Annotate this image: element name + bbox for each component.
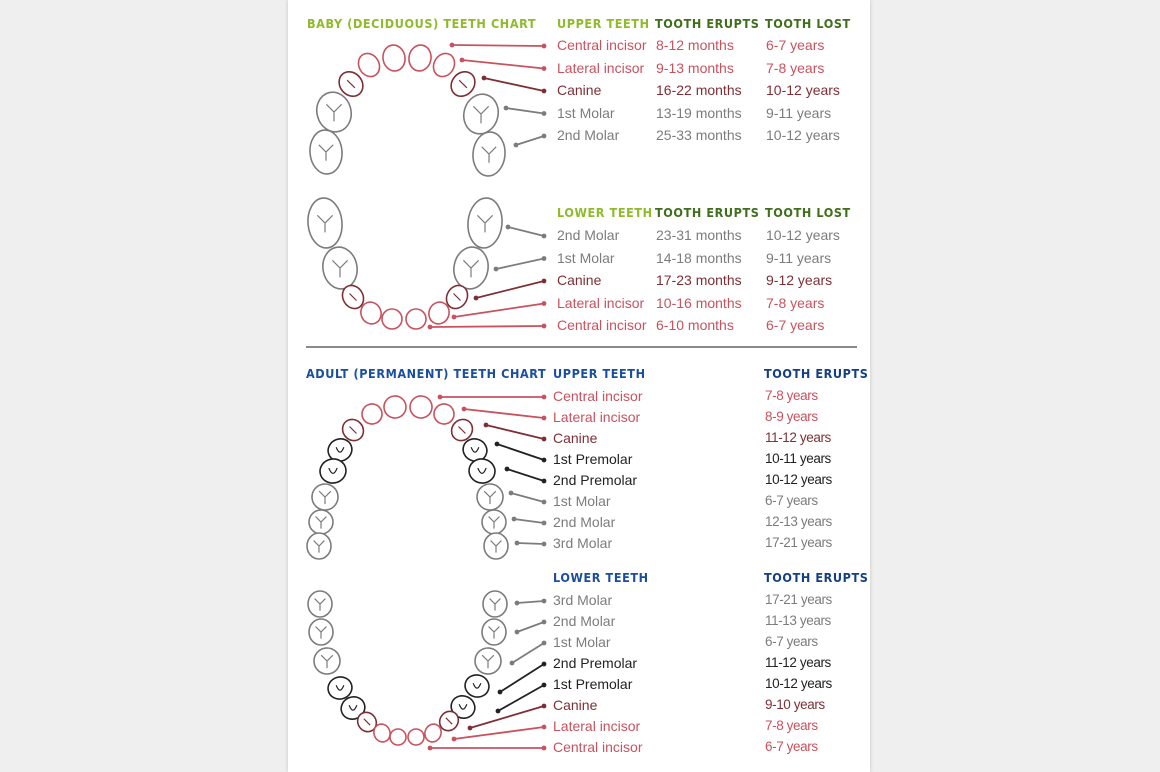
adult-upper-erupts-4: 10-12 years bbox=[765, 472, 832, 487]
baby-lower-header: LOWER TEETH bbox=[557, 205, 653, 220]
baby-lower-lost-3: 7-8 years bbox=[766, 294, 825, 311]
adult-upper-header: UPPER TEETH bbox=[553, 366, 646, 381]
adult-upper-connector-6 bbox=[514, 519, 544, 523]
adult-upper-connector-3 bbox=[497, 444, 544, 460]
baby-upper-connector-0-end bbox=[542, 44, 547, 49]
adult-upper-name-6: 2nd Molar bbox=[553, 514, 616, 530]
baby-lower-connector-1-end bbox=[542, 256, 547, 261]
adult-upper-connector-5-end bbox=[542, 500, 547, 505]
adult-lower-erupts-4: 10-12 years bbox=[765, 676, 832, 691]
adult-upper-name-3: 1st Premolar bbox=[553, 451, 633, 467]
adult-lower-name-2: 1st Molar bbox=[553, 634, 611, 650]
adult-lower-erupts-7: 6-7 years bbox=[765, 739, 818, 754]
adult-lower-connector-0 bbox=[517, 601, 544, 603]
baby-lower-erupts-0: 23-31 months bbox=[656, 227, 742, 243]
baby-lower-connector-4-dot bbox=[428, 325, 433, 330]
adult-upper-connector-7-end bbox=[542, 542, 547, 547]
baby-upper-connector-3-end bbox=[542, 111, 547, 116]
adult-upper-connector-4-end bbox=[542, 479, 547, 484]
adult-lower-connector-2-end bbox=[542, 641, 547, 646]
adult-lower-name-3: 2nd Premolar bbox=[553, 655, 638, 671]
baby-lower-connector-0 bbox=[508, 227, 544, 236]
adult-upper-erupts-0: 7-8 years bbox=[765, 388, 818, 403]
baby-upper-connector-2-dot bbox=[482, 76, 487, 81]
adult-lower-connector-7-dot bbox=[428, 746, 433, 751]
adult-upper-connector-1 bbox=[464, 409, 544, 418]
adult-upper-tooth-0 bbox=[383, 395, 408, 420]
adult-upper-connector-2 bbox=[486, 425, 544, 439]
baby-lower-tooth-8 bbox=[382, 309, 402, 329]
adult-lower-connector-4-end bbox=[542, 683, 547, 688]
baby-lower-lost-2: 9-12 years bbox=[766, 272, 833, 288]
baby-upper-lost-3: 9-11 years bbox=[766, 104, 832, 121]
adult-upper-connector-2-end bbox=[542, 437, 547, 442]
adult-lower-connector-6-dot bbox=[452, 737, 457, 742]
baby-upper-connector-0-dot bbox=[450, 43, 455, 48]
adult-upper-erupts-header: TOOTH ERUPTS bbox=[764, 366, 869, 381]
baby-upper-erupts-header: TOOTH ERUPTS bbox=[655, 16, 760, 31]
baby-lower-tooth-9 bbox=[406, 309, 426, 329]
adult-upper-connector-7-dot bbox=[515, 541, 520, 546]
adult-chart-title: ADULT (PERMANENT) TEETH CHART bbox=[306, 366, 547, 381]
adult-lower-connector-3-end bbox=[542, 662, 547, 667]
adult-upper-name-4: 2nd Premolar bbox=[553, 472, 638, 488]
adult-upper-connector-5 bbox=[511, 493, 544, 502]
baby-upper-lost-header: TOOTH LOST bbox=[765, 16, 851, 31]
baby-upper-erupts-4: 25-33 months bbox=[656, 127, 742, 143]
baby-lower-connector-3 bbox=[454, 304, 544, 318]
baby-upper-connector-3 bbox=[506, 108, 544, 114]
baby-upper-name-2: Canine bbox=[557, 82, 602, 98]
adult-lower-connector-5-end bbox=[542, 704, 547, 709]
baby-lower-connector-4 bbox=[430, 326, 544, 327]
adult-upper-erupts-6: 12-13 years bbox=[765, 514, 832, 529]
adult-upper-connector-4-dot bbox=[505, 467, 510, 472]
baby-lower-connector-1 bbox=[496, 259, 544, 270]
adult-upper-connector-7 bbox=[517, 543, 544, 544]
baby-upper-connector-2 bbox=[484, 78, 544, 91]
baby-upper-tooth-1 bbox=[407, 43, 433, 72]
baby-upper-connector-4-dot bbox=[514, 143, 519, 148]
adult-lower-erupts-header: TOOTH ERUPTS bbox=[764, 570, 869, 585]
adult-upper-connector-3-dot bbox=[495, 442, 500, 447]
adult-lower-connector-2 bbox=[512, 643, 544, 663]
baby-lower-lost-1: 9-11 years bbox=[766, 249, 832, 266]
baby-chart-title: BABY (DECIDUOUS) TEETH CHART bbox=[307, 16, 537, 31]
baby-lower-connector-3-end bbox=[542, 301, 547, 306]
adult-lower-connector-6-end bbox=[542, 725, 547, 730]
baby-lower-erupts-1: 14-18 months bbox=[656, 249, 742, 266]
baby-upper-erupts-3: 13-19 months bbox=[656, 104, 742, 121]
adult-upper-connector-2-dot bbox=[484, 423, 489, 428]
adult-upper-connector-6-end bbox=[542, 521, 547, 526]
adult-lower-connector-4-dot bbox=[496, 709, 501, 714]
baby-lower-name-1: 1st Molar bbox=[557, 249, 615, 266]
adult-upper-name-5: 1st Molar bbox=[553, 493, 611, 509]
adult-lower-header: LOWER TEETH bbox=[553, 570, 649, 585]
baby-lower-erupts-2: 17-23 months bbox=[656, 272, 742, 288]
adult-lower-connector-1-dot bbox=[515, 630, 520, 635]
adult-lower-name-6: Lateral incisor bbox=[553, 718, 641, 734]
baby-upper-tooth-3 bbox=[429, 50, 458, 81]
adult-lower-name-4: 1st Premolar bbox=[553, 676, 633, 692]
adult-lower-erupts-6: 7-8 years bbox=[765, 718, 818, 733]
adult-upper-connector-4 bbox=[507, 469, 544, 481]
baby-upper-connector-3-dot bbox=[504, 106, 509, 111]
adult-upper-connector-3-end bbox=[542, 458, 547, 463]
adult-lower-tooth-15 bbox=[408, 729, 424, 745]
baby-lower-connector-3-dot bbox=[452, 315, 457, 320]
adult-lower-tooth-7 bbox=[463, 672, 492, 699]
adult-lower-erupts-3: 11-12 years bbox=[765, 655, 831, 670]
baby-lower-connector-0-dot bbox=[506, 225, 511, 230]
baby-lower-connector-2-end bbox=[542, 279, 547, 284]
baby-upper-erupts-1: 9-13 months bbox=[656, 59, 734, 76]
adult-upper-erupts-2: 11-12 years bbox=[765, 430, 831, 445]
adult-upper-connector-5-dot bbox=[509, 491, 514, 496]
adult-upper-connector-1-dot bbox=[462, 407, 467, 412]
baby-upper-connector-1-end bbox=[542, 66, 547, 71]
baby-upper-lost-1: 7-8 years bbox=[766, 59, 825, 76]
baby-lower-connector-0-end bbox=[542, 234, 547, 239]
adult-upper-tooth-2 bbox=[359, 401, 386, 428]
adult-upper-tooth-3 bbox=[431, 401, 458, 428]
baby-lower-connector-4-end bbox=[542, 324, 547, 329]
baby-upper-lost-0: 6-7 years bbox=[766, 37, 825, 53]
adult-lower-connector-1-end bbox=[542, 620, 547, 625]
adult-lower-connector-7-end bbox=[542, 746, 547, 751]
adult-upper-erupts-1: 8-9 years bbox=[765, 409, 818, 424]
baby-upper-connector-0 bbox=[452, 45, 544, 46]
adult-lower-tooth-14 bbox=[390, 729, 406, 745]
baby-upper-connector-4 bbox=[516, 136, 544, 145]
adult-upper-connector-0-end bbox=[542, 395, 547, 400]
baby-lower-erupts-3: 10-16 months bbox=[656, 294, 742, 311]
adult-lower-name-1: 2nd Molar bbox=[553, 613, 616, 629]
baby-upper-erupts-2: 16-22 months bbox=[656, 82, 742, 98]
adult-lower-name-0: 3rd Molar bbox=[553, 592, 613, 608]
baby-lower-connector-1-dot bbox=[494, 267, 499, 272]
adult-lower-erupts-2: 6-7 years bbox=[765, 634, 818, 649]
baby-upper-name-3: 1st Molar bbox=[557, 104, 615, 121]
baby-upper-name-4: 2nd Molar bbox=[557, 127, 620, 143]
baby-upper-name-1: Lateral incisor bbox=[557, 59, 645, 76]
adult-lower-erupts-1: 11-13 years bbox=[765, 613, 831, 628]
baby-upper-lost-2: 10-12 years bbox=[766, 82, 840, 98]
adult-lower-connector-1 bbox=[517, 622, 544, 632]
adult-lower-name-5: Canine bbox=[553, 697, 598, 713]
adult-upper-erupts-3: 10-11 years bbox=[765, 451, 831, 466]
adult-lower-connector-5-dot bbox=[468, 726, 473, 731]
baby-lower-connector-2-dot bbox=[474, 296, 479, 301]
baby-lower-erupts-4: 6-10 months bbox=[656, 317, 734, 333]
adult-upper-connector-1-end bbox=[542, 416, 547, 421]
baby-lower-connector-2 bbox=[476, 281, 544, 298]
adult-upper-name-0: Central incisor bbox=[553, 388, 643, 404]
baby-upper-header: UPPER TEETH bbox=[557, 16, 650, 31]
baby-upper-tooth-0 bbox=[381, 43, 407, 72]
adult-upper-erupts-7: 17-21 years bbox=[765, 535, 832, 550]
adult-upper-name-1: Lateral incisor bbox=[553, 409, 641, 425]
adult-lower-erupts-5: 9-10 years bbox=[765, 697, 825, 712]
adult-upper-name-7: 3rd Molar bbox=[553, 535, 613, 551]
adult-upper-connector-0-dot bbox=[438, 395, 443, 400]
baby-lower-erupts-header: TOOTH ERUPTS bbox=[655, 205, 760, 220]
adult-lower-connector-3-dot bbox=[498, 690, 503, 695]
baby-lower-name-3: Lateral incisor bbox=[557, 294, 645, 311]
baby-lower-lost-4: 6-7 years bbox=[766, 317, 825, 333]
baby-lower-lost-0: 10-12 years bbox=[766, 227, 840, 243]
baby-upper-connector-4-end bbox=[542, 134, 547, 139]
adult-lower-connector-2-dot bbox=[510, 661, 515, 666]
baby-upper-name-0: Central incisor bbox=[557, 37, 647, 53]
baby-upper-connector-1-dot bbox=[460, 58, 465, 63]
adult-lower-connector-6 bbox=[454, 727, 544, 739]
adult-upper-connector-6-dot bbox=[512, 517, 517, 522]
baby-upper-lost-4: 10-12 years bbox=[766, 127, 840, 143]
adult-upper-name-2: Canine bbox=[553, 430, 598, 446]
baby-lower-name-4: Central incisor bbox=[557, 317, 647, 333]
adult-lower-connector-5 bbox=[470, 706, 544, 728]
baby-upper-connector-2-end bbox=[542, 89, 547, 94]
baby-upper-erupts-0: 8-12 months bbox=[656, 37, 734, 53]
adult-upper-tooth-1 bbox=[409, 395, 434, 420]
baby-lower-name-2: Canine bbox=[557, 272, 602, 288]
adult-lower-erupts-0: 17-21 years bbox=[765, 592, 832, 607]
adult-lower-connector-0-end bbox=[542, 599, 547, 604]
adult-lower-connector-0-dot bbox=[515, 601, 520, 606]
baby-lower-lost-header: TOOTH LOST bbox=[765, 205, 851, 220]
adult-upper-erupts-5: 6-7 years bbox=[765, 493, 818, 508]
baby-lower-name-0: 2nd Molar bbox=[557, 227, 620, 243]
adult-lower-name-7: Central incisor bbox=[553, 739, 643, 755]
baby-upper-connector-1 bbox=[462, 60, 544, 69]
